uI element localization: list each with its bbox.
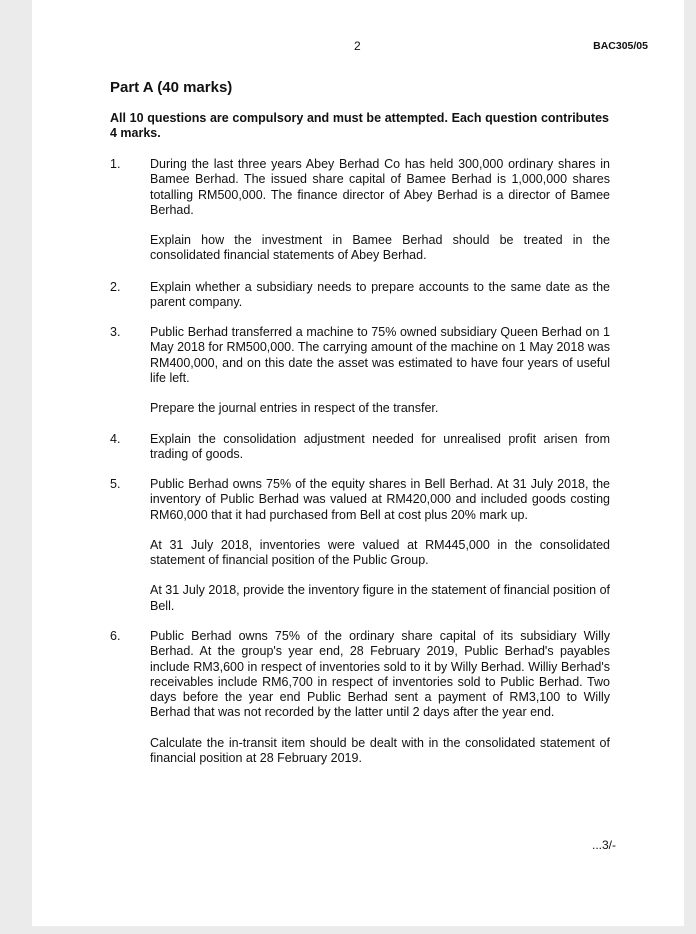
question-paragraph: Calculate the in-transit item should be dealt with in the consolidated statement of financial position at 28 February 2019. (150, 735, 610, 766)
section-title: Part A (40 marks) (110, 79, 233, 96)
question-5 (110, 477, 610, 614)
question-number: 4. (110, 432, 121, 446)
question-paragraph: At 31 July 2018, provide the inventory figure in the statement of financial position of Bell. (150, 583, 610, 613)
question-number: 1. (110, 157, 121, 171)
question-paragraph: Prepare the journal entries in respect of the transfer. (150, 401, 439, 416)
question-number: 3. (110, 325, 121, 339)
question-number: 2. (110, 280, 121, 294)
section-instructions: All 10 questions are compulsory and must be attempted. Each question contributes 4 marks. (110, 111, 609, 140)
question-paragraph: Public Berhad owns 75% of the ordinary share capital of its subsidiary Willy Berhad. At the group's year end, 28 February 2019, Public Berhad's payables include RM3,600 in respect of inventories sold to it by Willy Berhad. Williy Berhad's receivables include RM6,700 in respect of inventories sold to Public Berhad. Two days before the year end Public Berhad sent a payment of RM3,100 to Willy Berhad that was not recorded by the latter until 2 days after the year end. (150, 629, 610, 720)
question-number: 5. (110, 477, 121, 491)
course-code: BAC305/05 (593, 40, 648, 52)
question-6 (110, 629, 610, 766)
question-paragraph: At 31 July 2018, inventories were valued at RM445,000 in the consolidated statement of financial position of the Public Group. (150, 537, 610, 568)
document-page (32, 0, 684, 926)
continuation-marker: ...3/- (592, 838, 617, 852)
question-paragraph: Explain the consolidation adjustment needed for unrealised profit arisen from trading of goods. (150, 432, 610, 462)
question-paragraph: Public Berhad owns 75% of the equity shares in Bell Berhad. At 31 July 2018, the inventory of Public Berhad was valued at RM420,000 and included goods costing RM60,000 that it had purchased from Bell at cost plus 20% mark up. (150, 477, 610, 522)
question-paragraph: During the last three years Abey Berhad Co has held 300,000 ordinary shares in Bamee Berhad. The issued share capital of Bamee Berhad is 1,000,000 shares totalling RM500,000. The finance director of Abey Berhad is a director of Bamee Berhad. (150, 157, 610, 217)
question-3 (110, 325, 610, 416)
question-paragraph: Explain how the investment in Bamee Berhad should be treated in the consolidated financial statements of Abey Berhad. (150, 233, 610, 263)
question-4 (110, 432, 610, 463)
question-2 (110, 280, 610, 311)
question-number: 6. (110, 629, 121, 643)
question-paragraph: Explain whether a subsidiary needs to prepare accounts to the same date as the parent company. (150, 280, 610, 310)
question-1 (110, 157, 610, 264)
page-number: 2 (354, 39, 361, 53)
question-paragraph: Public Berhad transferred a machine to 75% owned subsidiary Queen Berhad on 1 May 2018 for RM500,000. The carrying amount of the machine on 1 May 2018 was RM400,000, and on this date the asset was estimated to have four years of useful life left. (150, 325, 610, 385)
